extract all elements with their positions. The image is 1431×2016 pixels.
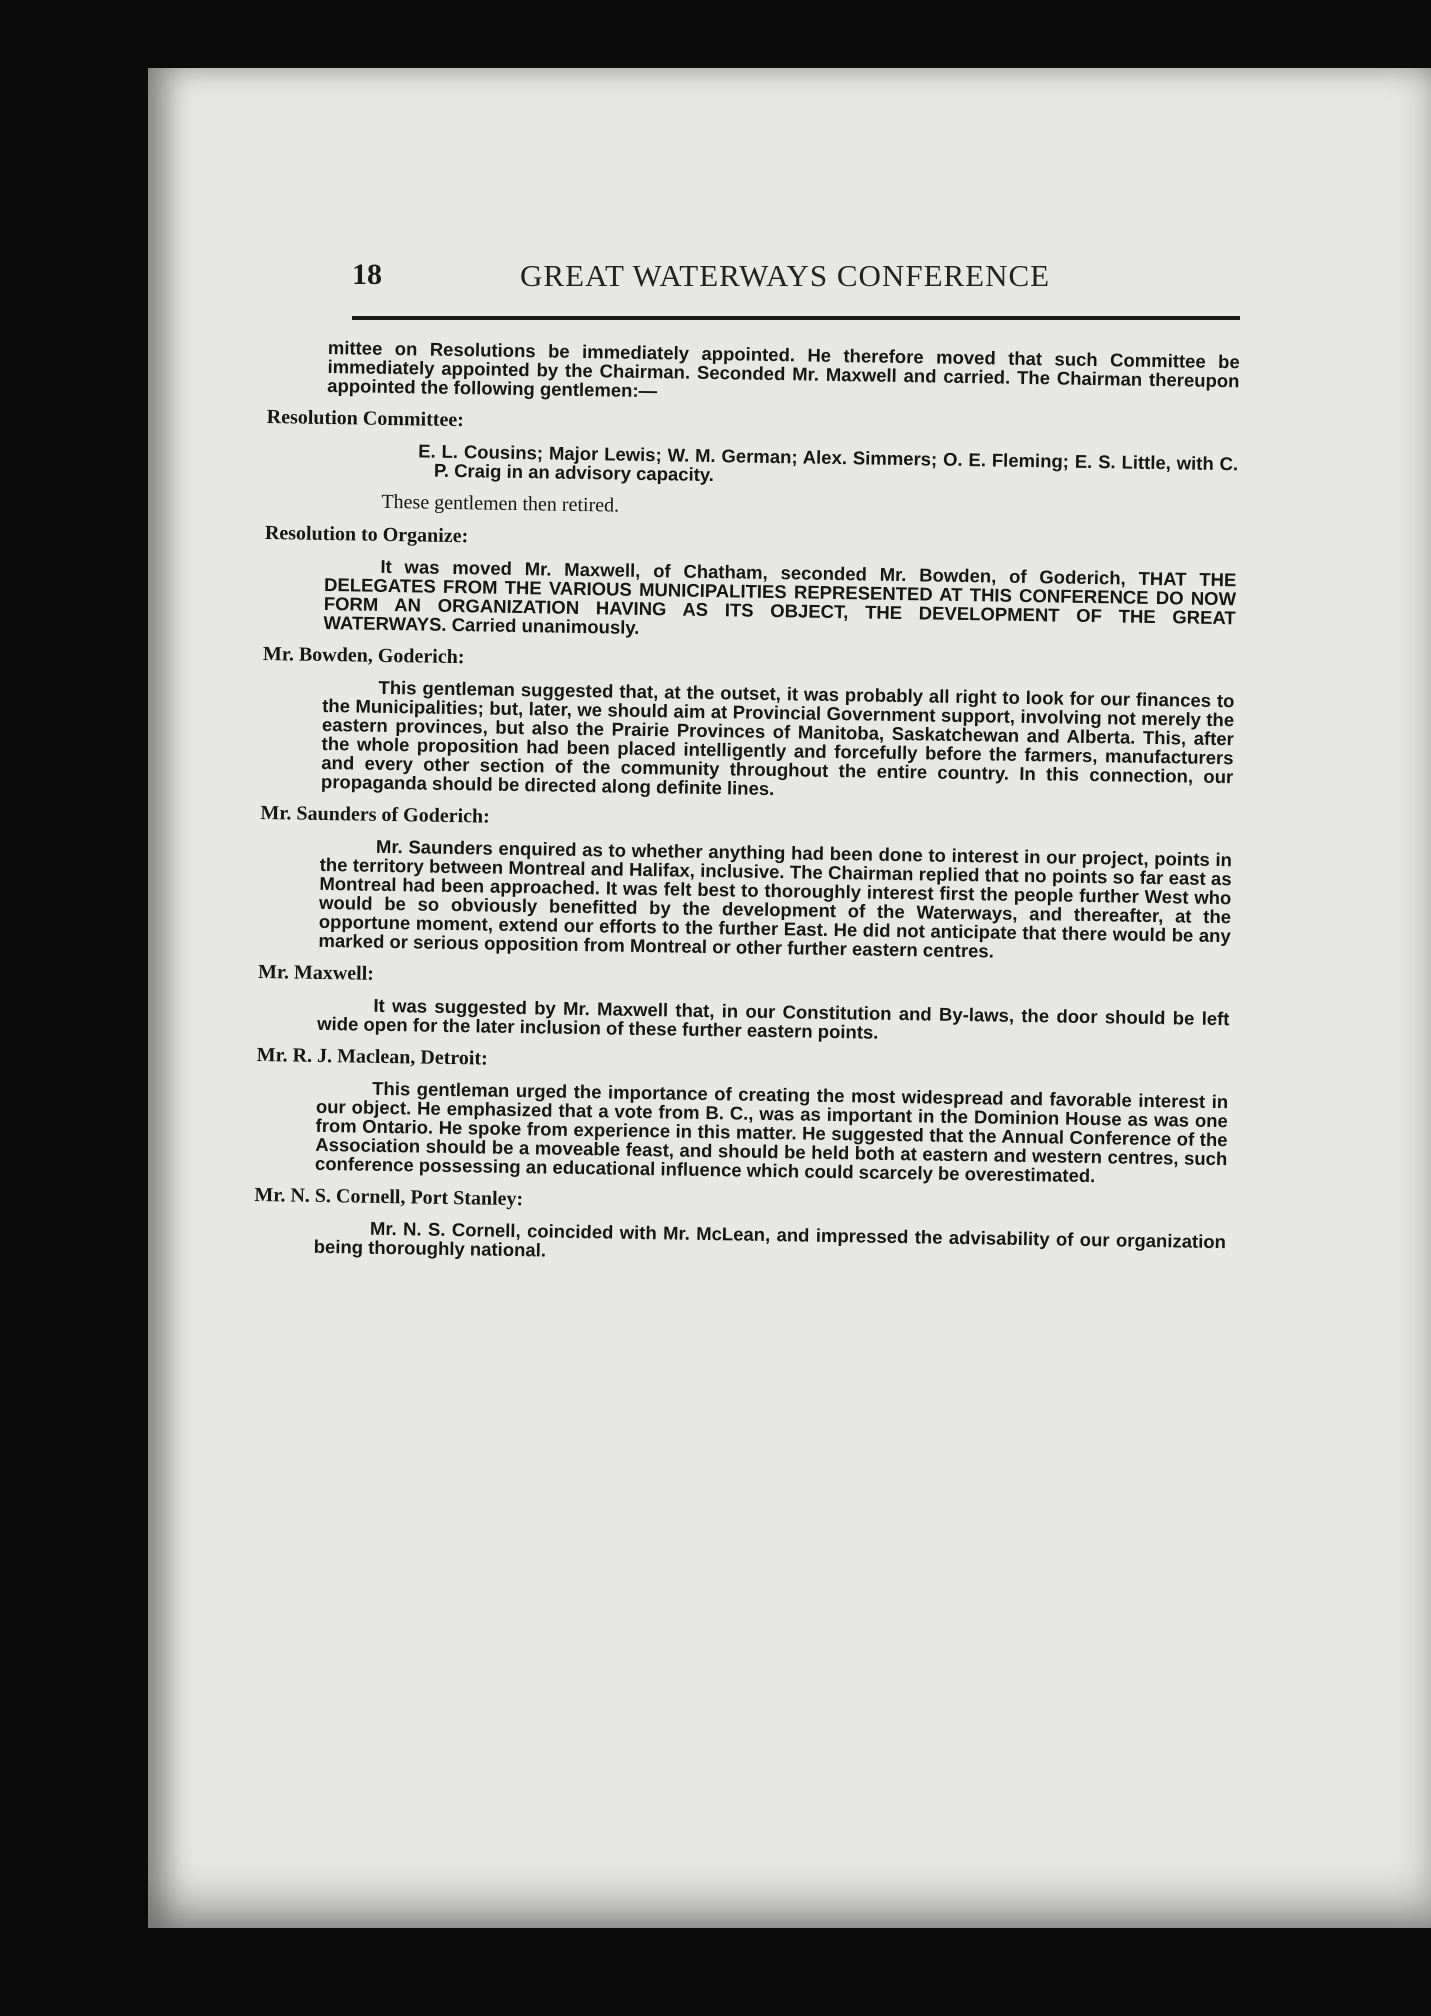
- retired-paragraph: These gentlemen then retired.: [381, 490, 620, 517]
- intro-paragraph: mittee on Resolutions be immediately appointed. He therefore moved that such Committee be immediately appointed by the Chairman. Seconded Mr. Maxwell and carried. The Chairman thereupon appointed the following gentlemen:—: [327, 337, 1240, 402]
- page-header: [352, 258, 1240, 320]
- organize-paragraph: It was moved Mr. Maxwell, of Chatham, seconded Mr. Bowden, of Goderich, THAT THE DELEGATES FROM THE VARIOUS MUNICIPALITIES REPRESENTED AT THIS CONFERENCE DO NOW FORM AN ORGANIZATION HAVING AS ITS OBJECT, THE DEVELOPMENT OF THE GREAT WATERWAYS. Carried unanimously.: [323, 555, 1237, 638]
- cornell-paragraph: Mr. N. S. Cornell, coincided with Mr. McLean, and impressed the advisability of our organization being thoroughly national.: [313, 1217, 1227, 1261]
- heading-cornell: Mr. N. S. Cornell, Port Stanley:: [254, 1183, 524, 1211]
- maclean-paragraph: This gentleman urged the importance of creating the most widespread and favorable interest in our object. He emphasized that a vote from B. C., was as important in the Dominion House as was one from Ontario. He spoke from experience in this matter. He suggested that the Annual Conference of the Association should be a moveable feast, and should be held both at eastern and western centres, such conference possessing an educational influence which could scarcely be overestimated.: [314, 1077, 1229, 1187]
- running-title: GREAT WATERWAYS CONFERENCE: [520, 258, 1051, 293]
- page-body: [254, 337, 1240, 1270]
- heading-saunders: Mr. Saunders of Goderich:: [260, 802, 490, 828]
- page-number: 18: [352, 258, 382, 291]
- heading-resolution-organize: Resolution to Organize:: [264, 522, 469, 548]
- bowden-paragraph: This gentleman suggested that, at the outset, it was probably all right to look for our finances to the Municipalities; but, later, we should aim at Provincial Government support, involving not merely the eastern provinces, but also the Prairie Provinces of Manitoba, Saskatchewan and Alberta. This, after the whole proposition had been placed intelligently and forcefully before the farmers, manufacturers and every other section of the community throughout the entire country. In this connection, our propaganda should be directed along definite lines.: [320, 676, 1235, 800]
- heading-resolution-committee: Resolution Committee:: [266, 406, 465, 432]
- saunders-paragraph: Mr. Saunders enquired as to whether anything had been done to interest in our project, points in the territory between Montreal and Halifax, inclusive. The Chairman replied that no points so far east as Montreal had been approached. It was felt best to thoroughly interest first the people further West who would be so obviously benefitted by the development of the Waterways, and thereafter, at the opportune moment, extend our efforts to the further East. He did not anticipate that there would be any marked or serious opposition from Montreal or other further eastern centres.: [318, 835, 1233, 962]
- heading-bowden: Mr. Bowden, Goderich:: [262, 643, 465, 669]
- heading-maclean: Mr. R. J. Maclean, Detroit:: [256, 1043, 488, 1070]
- committee-members-paragraph: E. L. Cousins; Major Lewis; W. M. German; Alex. Simmers; O. E. Fleming; E. S. Little, with C. P. Craig in an advisory capacity.: [418, 440, 1239, 486]
- maxwell-paragraph: It was suggested by Mr. Maxwell that, in our Constitution and By-laws, the door should be left wide open for the later inclusion of these further eastern points.: [317, 994, 1230, 1043]
- heading-maxwell: Mr. Maxwell:: [257, 960, 375, 985]
